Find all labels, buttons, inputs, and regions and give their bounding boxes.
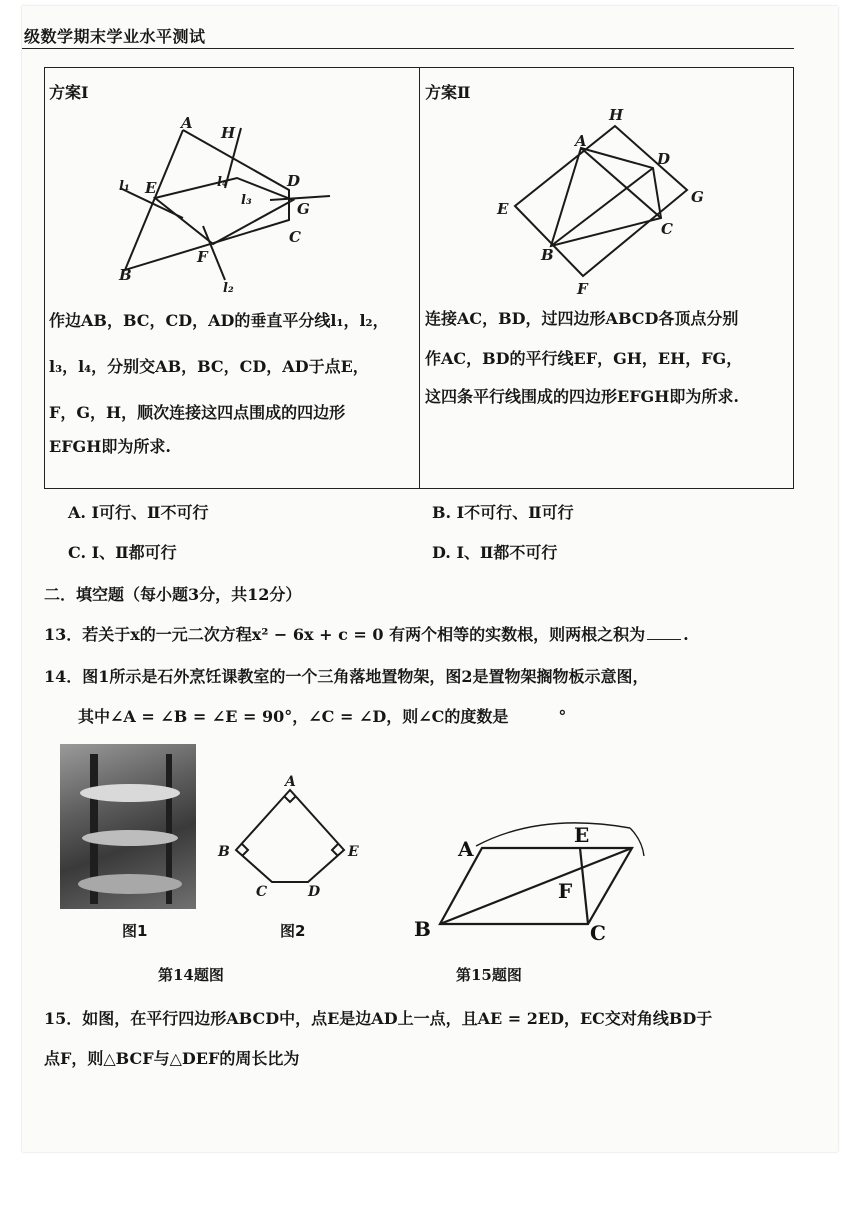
plan1-label-E: E (145, 179, 157, 197)
plan1-title: 方案Ⅰ (49, 83, 89, 102)
page-header: 级数学期末学业水平测试 (24, 27, 206, 46)
plan-divider (419, 68, 420, 488)
plan2-label-H: H (609, 108, 624, 124)
plan1-label-G: G (297, 200, 310, 218)
fig15-label-B: B (414, 917, 431, 941)
fig2-label-D: D (308, 884, 321, 900)
q14-degree-mark: ° (558, 707, 567, 726)
fig2-label-B: B (218, 844, 230, 860)
plan2-figure (485, 108, 725, 308)
plan2-label-C: C (661, 220, 673, 238)
section2-title: 二．填空题（每小题3分，共12分） (44, 585, 302, 604)
option-b: B. Ⅰ不可行、Ⅱ可行 (432, 503, 574, 522)
plan1-line-1: 作边AB，BC，CD，AD的垂直平分线l₁，l₂， (49, 311, 389, 330)
fig2-label-C: C (256, 884, 268, 900)
plan1-label-H: H (221, 124, 236, 142)
fig15-label-C: C (590, 921, 606, 945)
q14-fig1-label: 图1 (122, 922, 148, 940)
fig15-label-F: F (558, 879, 573, 903)
q13-text: 13．若关于x的一元二次方程x² − 6x + c = 0 有两个相等的实数根，则两根之积为 (44, 625, 646, 644)
plan1-line-4: EFGH即为所求. (49, 437, 171, 456)
plan1-line-3: F，G，H，顺次连接这四点围成的四边形 (49, 403, 346, 422)
plan2-label-A: A (575, 132, 587, 150)
q14-line-2 (78, 704, 566, 727)
plan1-label-A: A (181, 114, 193, 132)
fig15-label-E: E (574, 823, 590, 847)
fig15-label-A: A (458, 837, 474, 861)
plan2-label-F: F (577, 280, 588, 298)
plan1-figure (105, 108, 405, 308)
q14-line-2-text: 其中∠A = ∠B = ∠E = 90°，∠C = ∠D，则∠C的度数是 (78, 707, 509, 726)
plan1-label-l4: l₄ (217, 175, 228, 190)
q15-caption: 第15题图 (456, 966, 522, 984)
fig2-label-E: E (348, 844, 359, 860)
q13-answer-blank (647, 625, 681, 640)
plan2-label-B: B (541, 246, 554, 264)
fig2-label-A: A (285, 774, 296, 790)
option-c: C. Ⅰ、Ⅱ都可行 (68, 543, 177, 562)
plan1-line-2: l₃，l₄，分别交AB，BC，CD，AD于点E， (49, 357, 369, 376)
plan1-label-B: B (119, 266, 132, 284)
plan2-label-G: G (691, 188, 704, 206)
plan2-line-1: 连接AC，BD，过四边形ABCD各顶点分别 (425, 309, 739, 328)
plan1-text (49, 304, 417, 464)
question-13 (44, 622, 689, 645)
plan1-label-l2: l₂ (223, 281, 234, 296)
q15-line-1: 15．如图，在平行四边形ABCD中，点E是边AD上一点，且AE = 2ED，EC交对角线BD于 (44, 1009, 713, 1028)
header-rule (22, 48, 794, 49)
q14-fig2 (210, 770, 360, 900)
plan2-text (425, 302, 793, 414)
q14-line-1: 14．图1所示是石外烹饪课教室的一个三角落地置物架，图2是置物架搁物板示意图， (44, 667, 649, 686)
plan2-line-2: 作AC，BD的平行线EF，GH，EH，FG， (425, 349, 743, 368)
q13-end: . (683, 625, 689, 644)
plan2-label-E: E (497, 200, 509, 218)
plan-table (44, 67, 794, 489)
q14-fig2-label: 图2 (280, 922, 306, 940)
plan2-label-D: D (657, 150, 671, 168)
plan2-title: 方案Ⅱ (425, 83, 471, 102)
q15-figure (410, 810, 660, 950)
plan1-label-C: C (289, 228, 301, 246)
option-a: A. Ⅰ可行、Ⅱ不可行 (68, 503, 209, 522)
option-d: D. Ⅰ、Ⅱ都不可行 (432, 543, 558, 562)
plan1-label-l3: l₃ (241, 193, 252, 208)
q14-caption: 第14题图 (158, 966, 224, 984)
plan2-line-3: 这四条平行线围成的四边形EFGH即为所求. (425, 387, 739, 406)
plan1-label-F: F (197, 248, 208, 266)
q14-fig1-photo (60, 744, 196, 909)
plan1-label-D: D (287, 172, 301, 190)
q15-line-2: 点F，则△BCF与△DEF的周长比为 (44, 1049, 300, 1068)
plan1-label-l1: l₁ (119, 179, 130, 194)
